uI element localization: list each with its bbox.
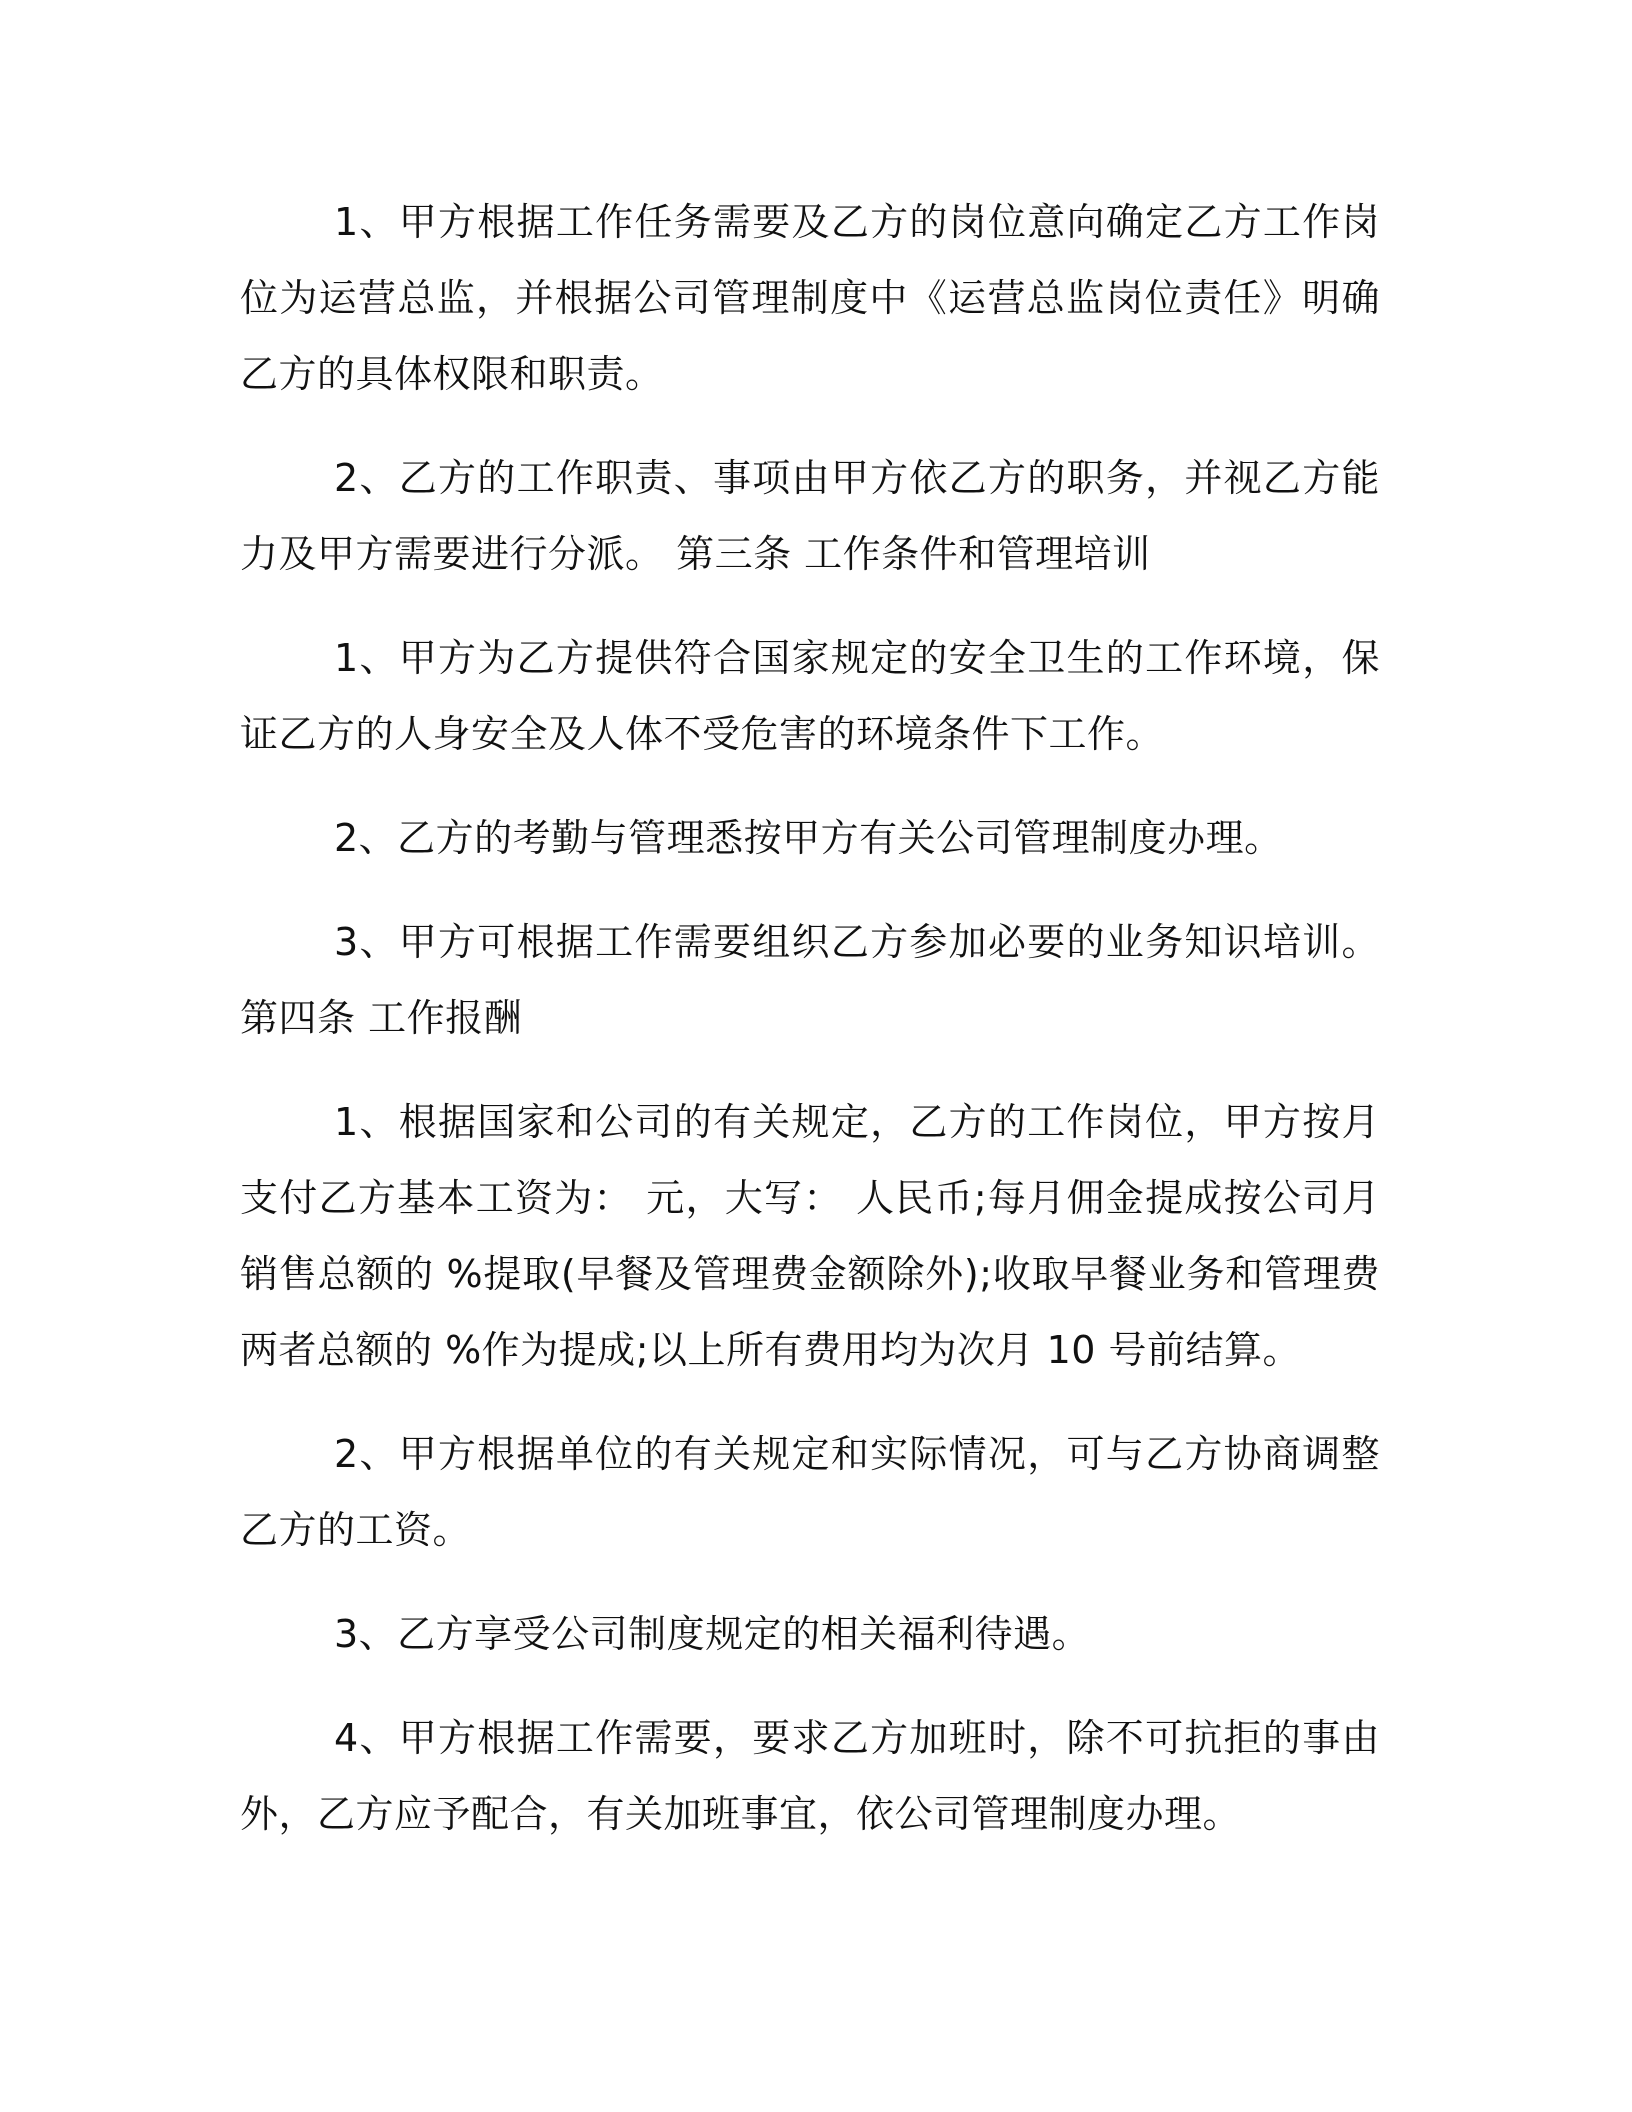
paragraph-6: 1、根据国家和公司的有关规定，乙方的工作岗位，甲方按月支付乙方基本工资为： 元，大写： 人民币;每月佣金提成按公司月销售总额的 %提取(早餐及管理费金额除外);收取早餐业务和管理费两者总额的 %作为提成;以上所有费用均为次月 10 号前结算。: [240, 1100, 1380, 1372]
document-body: [240, 184, 1380, 1880]
paragraph-7: 2、甲方根据单位的有关规定和实际情况，可与乙方协商调整乙方的工资。: [240, 1432, 1380, 1552]
paragraph-9: 4、甲方根据工作需要，要求乙方加班时，除不可抗拒的事由外，乙方应予配合，有关加班事宜，依公司管理制度办理。: [240, 1716, 1380, 1836]
paragraph-5: 3、甲方可根据工作需要组织乙方参加必要的业务知识培训。 第四条 工作报酬: [240, 920, 1380, 1040]
paragraph-3: 1、甲方为乙方提供符合国家规定的安全卫生的工作环境，保证乙方的人身安全及人体不受危害的环境条件下工作。: [240, 636, 1380, 756]
paragraph-2: 2、乙方的工作职责、事项由甲方依乙方的职务，并视乙方能力及甲方需要进行分派。 第三条 工作条件和管理培训: [240, 456, 1380, 576]
paragraph-8: 3、乙方享受公司制度规定的相关福利待遇。: [334, 1612, 1091, 1656]
paragraph-1: 1、甲方根据工作任务需要及乙方的岗位意向确定乙方工作岗位为运营总监，并根据公司管理制度中《运营总监岗位责任》明确乙方的具体权限和职责。: [240, 200, 1380, 396]
paragraph-4: 2、乙方的考勤与管理悉按甲方有关公司管理制度办理。: [334, 816, 1283, 860]
